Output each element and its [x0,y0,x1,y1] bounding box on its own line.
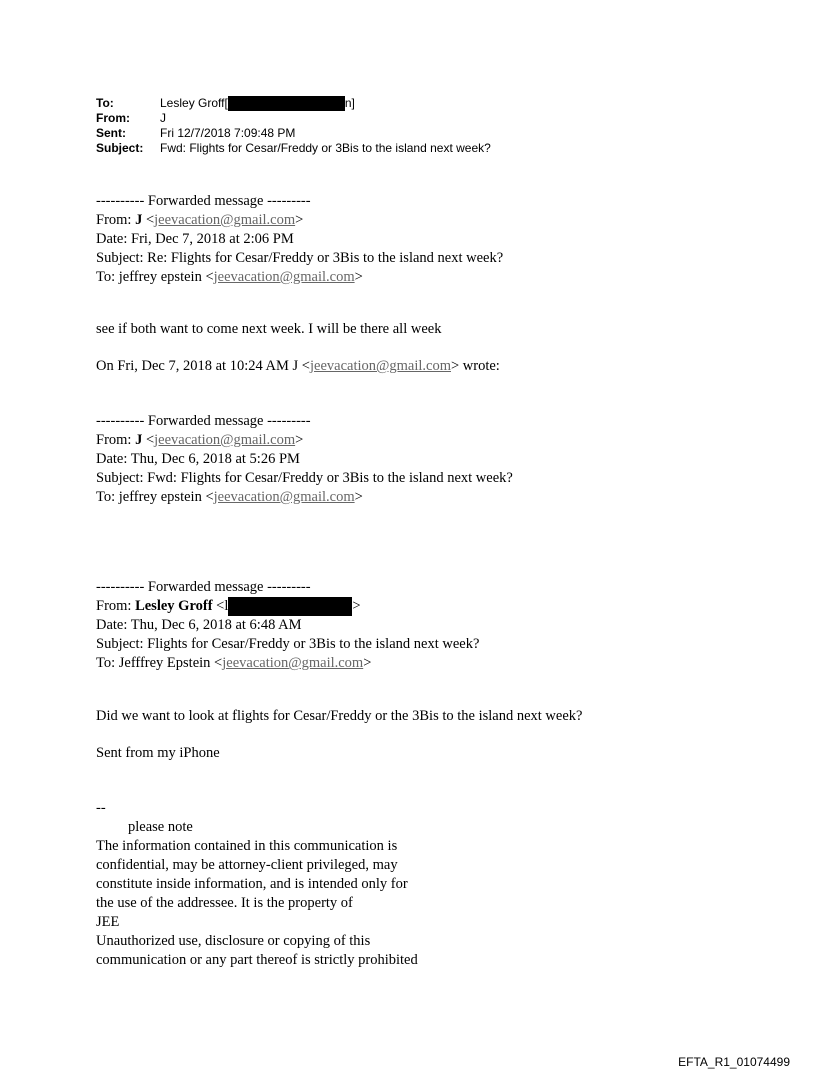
sender-name: Lesley Groff [135,598,213,614]
disclaimer-line: The information contained in this communication is [96,838,398,854]
forward-date: Date: Thu, Dec 6, 2018 at 5:26 PM [96,451,300,467]
forward-date: Date: Fri, Dec 7, 2018 at 2:06 PM [96,231,294,247]
forward-to: To: jeffrey epstein <jeevacation@gmail.com> [96,269,363,285]
email-header [96,96,491,156]
sender-name: J [135,432,143,448]
to-label: To: [96,96,114,110]
disclaimer-line: the use of the addressee. It is the property of [96,895,353,911]
sent-value: Fri 12/7/2018 7:09:48 PM [160,126,296,141]
header-sent-row [96,126,491,141]
disclaimer-line: please note [128,819,193,835]
disclaimer-line: Unauthorized use, disclosure or copying of this [96,933,371,949]
quote-intro: On Fri, Dec 7, 2018 at 10:24 AM J <jeevacation@gmail.com> wrote: [96,358,500,374]
email-link[interactable]: jeevacation@gmail.com [222,655,364,672]
forward-subject: Subject: Flights for Cesar/Freddy or 3Bis to the island next week? [96,636,480,653]
disclaimer-line: communication or any part thereof is strictly prohibited [96,952,418,968]
signature-block [96,799,418,970]
email-link[interactable]: jeevacation@gmail.com [310,358,451,374]
sent-label: Sent: [96,126,126,141]
forward-subject: Subject: Fwd: Flights for Cesar/Freddy or 3Bis to the island next week? [96,470,513,486]
redaction-box [228,597,352,616]
disclaimer-line: confidential, may be attorney-client privileged, may [96,857,398,873]
subject-label: Subject: [96,141,144,156]
sent-from-line: Sent from my iPhone [96,745,220,761]
disclaimer-line: constitute inside information, and is intended only for [96,876,408,892]
forward-to: To: jeffrey epstein <jeevacation@gmail.com> [96,489,363,505]
forward-subject: Subject: Re: Flights for Cesar/Freddy or 3Bis to the island next week? [96,250,504,266]
email-link[interactable]: jeevacation@gmail.com [154,432,296,448]
forward-from: From: Lesley Groff <l > [96,597,479,616]
forwarded-message-2 [96,412,513,507]
from-value: J [160,111,166,126]
forward-from: From: J <jeevacation@gmail.com> [96,212,304,228]
email-link[interactable]: jeevacation@gmail.com [213,489,355,505]
message-body-1: see if both want to come next week. I will be there all week [96,321,442,337]
subject-value: Fwd: Flights for Cesar/Freddy or 3Bis to the island next week? [160,141,491,156]
message-body-2: Did we want to look at flights for Cesar/Freddy or the 3Bis to the island next week? [96,708,583,724]
header-subject-row [96,141,491,156]
from-label: From: [96,111,130,126]
email-link[interactable]: jeevacation@gmail.com [213,269,355,285]
disclaimer-line: JEE [96,914,120,930]
document-id: EFTA_R1_01074499 [678,1055,790,1069]
header-from-row [96,111,491,126]
sender-name: J [135,212,143,228]
header-to-row [96,96,491,111]
forward-to: To: Jefffrey Epstein <jeevacation@gmail.com> [96,655,372,672]
email-link[interactable]: jeevacation@gmail.com [154,212,296,228]
redaction-box [228,96,345,111]
forwarded-message-1 [96,192,503,287]
to-value: Lesley Groff[ n] [160,96,355,110]
forward-banner: ---------- Forwarded message --------- [96,413,311,429]
forward-from: From: J <jeevacation@gmail.com> [96,432,304,448]
signature-dashes: -- [96,800,106,816]
forward-banner: ---------- Forwarded message --------- [96,579,311,595]
forward-date: Date: Thu, Dec 6, 2018 at 6:48 AM [96,617,302,634]
forwarded-message-3 [96,578,479,673]
forward-banner: ---------- Forwarded message --------- [96,193,311,209]
